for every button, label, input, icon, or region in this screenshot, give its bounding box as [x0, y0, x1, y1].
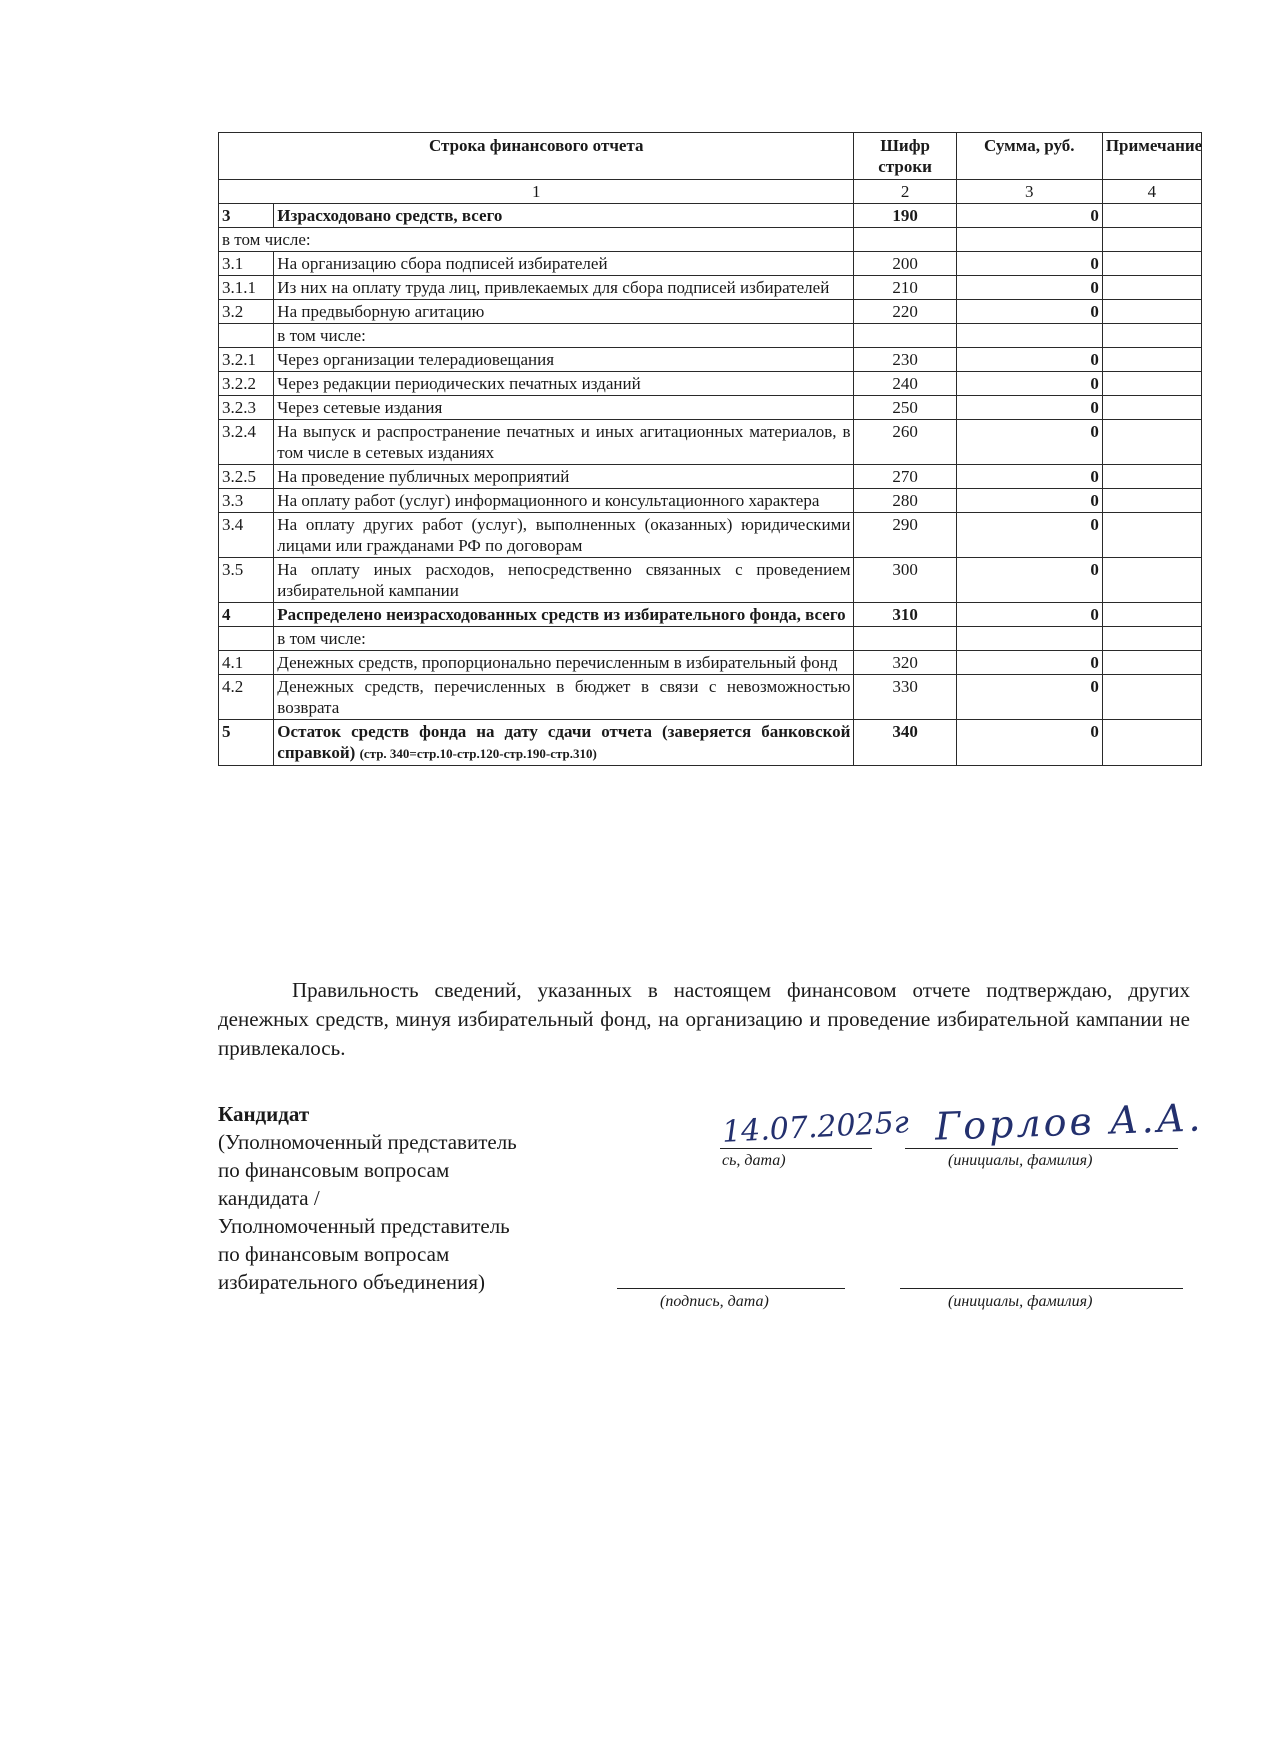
header-sum: Сумма, руб. [956, 133, 1102, 180]
row-name [274, 720, 854, 766]
row-code: 210 [854, 276, 956, 300]
table-row [219, 300, 1202, 324]
row-number: 3.1.1 [219, 276, 274, 300]
row-number: 3.5 [219, 558, 274, 603]
initials-line [905, 1148, 1178, 1149]
row-number: 3.3 [219, 489, 274, 513]
row-sum: 0 [956, 513, 1102, 558]
row-note [1102, 204, 1201, 228]
row-number: 3.2.2 [219, 372, 274, 396]
signer-line: избирательного объединения) [218, 1270, 486, 1294]
row-note [1102, 276, 1201, 300]
table-row [219, 489, 1202, 513]
row-note [1102, 651, 1201, 675]
row-number: 3.4 [219, 513, 274, 558]
confirmation-text: Правильность сведений, указанных в настоящем финансовом отчете подтверждаю, других денежных средств, минуя избирательный фонд, на организацию и проведение избирательной кампании не привлекалось. [218, 978, 1190, 1060]
row-sum: 0 [956, 558, 1102, 603]
row-sublabel: в том числе: [219, 228, 854, 252]
row-name: На выпуск и распространение печатных и иных агитационных материалов, в том числе в сетевых изданиях [274, 420, 854, 465]
financial-report-table [218, 132, 1202, 766]
table-row-sublabel [219, 228, 1202, 252]
row-sum: 0 [956, 300, 1102, 324]
table-row [219, 204, 1202, 228]
table-row [219, 420, 1202, 465]
index-1: 1 [219, 180, 854, 204]
row-note [1102, 396, 1201, 420]
signature-date-caption: сь, дата) [722, 1152, 786, 1169]
row-number: 3.2.5 [219, 465, 274, 489]
signature-date-line [617, 1288, 845, 1289]
table-row [219, 675, 1202, 720]
row-number: 3.2.1 [219, 348, 274, 372]
row-code: 240 [854, 372, 956, 396]
row-note [1102, 420, 1201, 465]
index-3: 3 [956, 180, 1102, 204]
table-row [219, 603, 1202, 627]
row-code: 300 [854, 558, 956, 603]
table-header-row [219, 133, 1202, 180]
row-name: На оплату других работ (услуг), выполненных (оказанных) юридическими лицами или гражданами РФ по договорам [274, 513, 854, 558]
signer-line: по финансовым вопросам [218, 1242, 450, 1266]
row-code: 260 [854, 420, 956, 465]
row-sum [956, 324, 1102, 348]
table-row [219, 651, 1202, 675]
row-name: На предвыборную агитацию [274, 300, 854, 324]
row-name: Денежных средств, пропорционально перечисленным в избирательный фонд [274, 651, 854, 675]
handwritten-date: 14.07.2025г [721, 1105, 910, 1150]
row-code: 290 [854, 513, 956, 558]
row-number [219, 324, 274, 348]
row-sum: 0 [956, 420, 1102, 465]
table-row [219, 558, 1202, 603]
row-code: 200 [854, 252, 956, 276]
index-2: 2 [854, 180, 956, 204]
row-number: 5 [219, 720, 274, 766]
header-code: Шифр строки [854, 133, 956, 180]
row-name-text: Остаток средств фонда на дату сдачи отчета (заверяется банковской справкой) [277, 722, 851, 762]
signature-date-caption: (подпись, дата) [660, 1293, 769, 1310]
row-sum: 0 [956, 372, 1102, 396]
row-code: 220 [854, 300, 956, 324]
signer-title: Кандидат [218, 1102, 310, 1126]
signer-block [218, 1100, 598, 1296]
row-code: 230 [854, 348, 956, 372]
row-number: 3 [219, 204, 274, 228]
row-note [1102, 603, 1201, 627]
index-4: 4 [1102, 180, 1201, 204]
row-sum [956, 627, 1102, 651]
table-row [219, 372, 1202, 396]
initials-caption: (инициалы, фамилия) [948, 1293, 1093, 1310]
row-note [1102, 513, 1201, 558]
row-name: На организацию сбора подписей избирателей [274, 252, 854, 276]
row-name: Через организации телерадиовещания [274, 348, 854, 372]
table-row-sublabel [219, 627, 1202, 651]
row-sum [956, 228, 1102, 252]
row-code [854, 324, 956, 348]
row-name: Израсходовано средств, всего [274, 204, 854, 228]
row-sublabel: в том числе: [274, 324, 854, 348]
signature-date-line [720, 1148, 872, 1149]
header-line: Строка финансового отчета [219, 133, 854, 180]
row-code [854, 228, 956, 252]
row-formula: (стр. 340=стр.10-стр.120-стр.190-стр.310) [359, 746, 597, 761]
row-number: 3.1 [219, 252, 274, 276]
row-code: 250 [854, 396, 956, 420]
row-number: 3.2 [219, 300, 274, 324]
row-note [1102, 627, 1201, 651]
table-row [219, 252, 1202, 276]
row-code: 190 [854, 204, 956, 228]
row-sum: 0 [956, 489, 1102, 513]
row-note [1102, 720, 1201, 766]
row-number: 4 [219, 603, 274, 627]
row-sum: 0 [956, 348, 1102, 372]
row-name: Через редакции периодических печатных изданий [274, 372, 854, 396]
table-row-sublabel [219, 324, 1202, 348]
row-note [1102, 372, 1201, 396]
row-name: На оплату иных расходов, непосредственно связанных с проведением избирательной кампании [274, 558, 854, 603]
row-name: Через сетевые издания [274, 396, 854, 420]
row-number: 4.2 [219, 675, 274, 720]
row-name: Денежных средств, перечисленных в бюджет в связи с невозможностью возврата [274, 675, 854, 720]
row-note [1102, 252, 1201, 276]
row-sum: 0 [956, 396, 1102, 420]
row-number [219, 627, 274, 651]
row-note [1102, 324, 1201, 348]
row-note [1102, 675, 1201, 720]
row-note [1102, 489, 1201, 513]
row-code: 340 [854, 720, 956, 766]
signer-line: по финансовым вопросам [218, 1158, 450, 1182]
row-name: Из них на оплату труда лиц, привлекаемых для сбора подписей избирателей [274, 276, 854, 300]
table-row [219, 276, 1202, 300]
initials-line [900, 1288, 1183, 1289]
row-code: 320 [854, 651, 956, 675]
row-sum: 0 [956, 651, 1102, 675]
row-code: 280 [854, 489, 956, 513]
signer-line: Уполномоченный представитель [218, 1214, 510, 1238]
row-sum: 0 [956, 276, 1102, 300]
handwritten-signature: Горлов А.А. [934, 1095, 1205, 1149]
table-row [219, 348, 1202, 372]
initials-caption: (инициалы, фамилия) [948, 1152, 1093, 1169]
table-row [219, 513, 1202, 558]
row-code: 310 [854, 603, 956, 627]
table-index-row [219, 180, 1202, 204]
row-number: 3.2.3 [219, 396, 274, 420]
row-sum: 0 [956, 204, 1102, 228]
row-code [854, 627, 956, 651]
row-sum: 0 [956, 465, 1102, 489]
row-name: Распределено неизрасходованных средств из избирательного фонда, всего [274, 603, 854, 627]
signer-line: кандидата / [218, 1186, 320, 1210]
table-row [219, 396, 1202, 420]
row-name: На оплату работ (услуг) информационного и консультационного характера [274, 489, 854, 513]
row-sublabel: в том числе: [274, 627, 854, 651]
row-name: На проведение публичных мероприятий [274, 465, 854, 489]
row-number: 4.1 [219, 651, 274, 675]
row-note [1102, 465, 1201, 489]
row-note [1102, 228, 1201, 252]
row-note [1102, 348, 1201, 372]
row-sum: 0 [956, 603, 1102, 627]
row-note [1102, 558, 1201, 603]
row-code: 330 [854, 675, 956, 720]
signer-line: (Уполномоченный представитель [218, 1130, 517, 1154]
row-sum: 0 [956, 720, 1102, 766]
header-note: Примечание [1102, 133, 1201, 180]
row-code: 270 [854, 465, 956, 489]
row-sum: 0 [956, 675, 1102, 720]
table-row [219, 720, 1202, 766]
row-sum: 0 [956, 252, 1102, 276]
table-row [219, 465, 1202, 489]
row-number: 3.2.4 [219, 420, 274, 465]
row-note [1102, 300, 1201, 324]
